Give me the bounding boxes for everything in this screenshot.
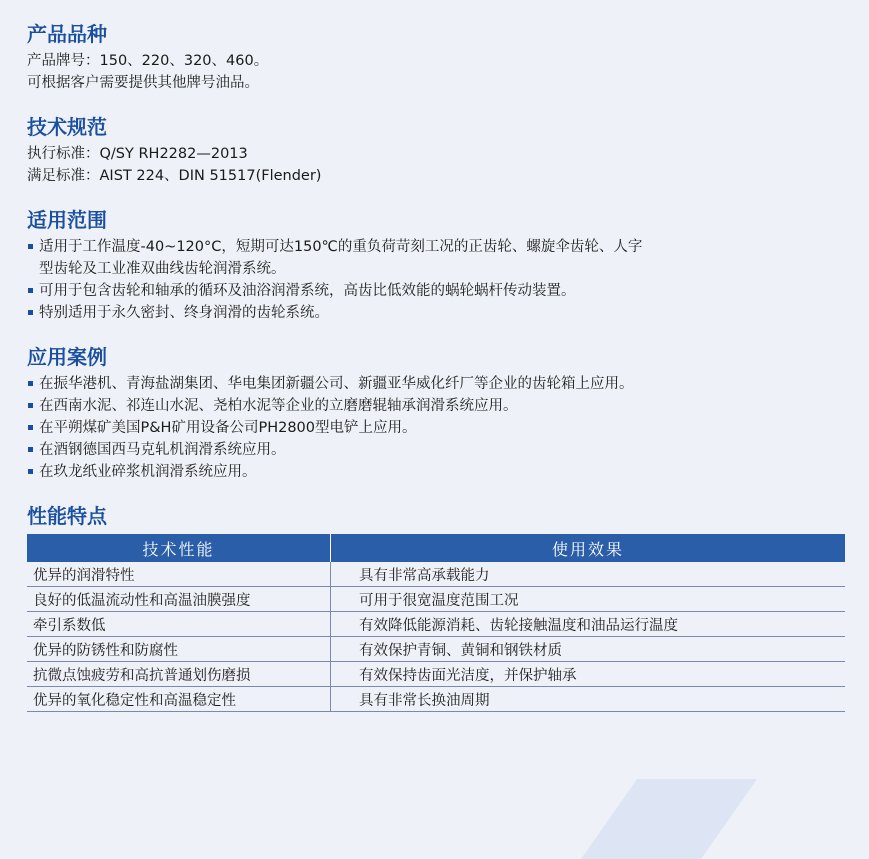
table-row	[27, 562, 845, 587]
section-scope	[27, 208, 847, 324]
table-cell: 可用于很宽温度范围工况	[331, 587, 846, 612]
features-table	[27, 534, 845, 712]
varieties-line: 产品牌号：150、220、320、460。	[27, 53, 269, 69]
table-cell: 抗微点蚀疲劳和高抗普通划伤磨损	[27, 662, 331, 687]
case-bullet-item: 在西南水泥、祁连山水泥、尧柏水泥等企业的立磨磨辊轴承润滑系统应用。	[27, 395, 847, 417]
table-header-row	[27, 534, 845, 562]
scope-bullet-item: 特别适用于永久密封、终身润滑的齿轮系统。	[27, 302, 847, 324]
table-row	[27, 687, 845, 712]
section-title-specs: 技术规范	[27, 115, 107, 139]
section-cases	[27, 345, 847, 483]
specs-line: 满足标准：AIST 224、DIN 51517(Flender)	[27, 168, 322, 184]
table-cell: 优异的润滑特性	[27, 562, 331, 587]
case-bullet-item: 在平朔煤矿美国P&H矿用设备公司PH2800型电铲上应用。	[27, 417, 847, 439]
section-varieties	[27, 22, 847, 94]
table-row	[27, 637, 845, 662]
table-cell: 牵引系数低	[27, 612, 331, 637]
table-cell: 有效降低能源消耗、齿轮接触温度和油品运行温度	[331, 612, 846, 637]
document-page	[27, 22, 847, 712]
varieties-line: 可根据客户需要提供其他牌号油品。	[27, 75, 259, 91]
section-title-scope: 适用范围	[27, 208, 107, 232]
table-header-cell: 技术性能	[27, 534, 331, 562]
section-title-features: 性能特点	[27, 504, 107, 528]
case-bullet-item: 在玖龙纸业碎浆机润滑系统应用。	[27, 461, 847, 483]
case-bullet-item: 在酒钢德国西马克轧机润滑系统应用。	[27, 439, 847, 461]
table-row	[27, 612, 845, 637]
table-cell: 具有非常长换油周期	[331, 687, 846, 712]
table-row	[27, 587, 845, 612]
section-title-cases: 应用案例	[27, 345, 107, 369]
table-cell: 良好的低温流动性和高温油膜强度	[27, 587, 331, 612]
table-header-cell: 使用效果	[331, 534, 846, 562]
section-title-varieties: 产品品种	[27, 22, 107, 46]
table-row	[27, 662, 845, 687]
scope-bullet-text: 适用于工作温度-40~120°C，短期可达150℃的重负荷苛刻工况的正齿轮、螺旋伞齿轮、人字	[39, 239, 643, 255]
table-cell: 具有非常高承载能力	[331, 562, 846, 587]
section-features	[27, 504, 847, 712]
table-cell: 有效保持齿面光洁度，并保护轴承	[331, 662, 846, 687]
case-bullet-item: 在振华港机、青海盐湖集团、华电集团新疆公司、新疆亚华威化纤厂等企业的齿轮箱上应用。	[27, 373, 847, 395]
table-cell: 优异的氧化稳定性和高温稳定性	[27, 687, 331, 712]
specs-line: 执行标准：Q/SY RH2282—2013	[27, 146, 248, 162]
table-cell: 有效保护青铜、黄铜和钢铁材质	[331, 637, 846, 662]
decorative-watermark-shape	[581, 779, 757, 859]
scope-bullet-text-cont: 型齿轮及工业准双曲线齿轮润滑系统。	[39, 261, 286, 277]
scope-bullet-item	[27, 236, 847, 280]
scope-bullet-item: 可用于包含齿轮和轴承的循环及油浴润滑系统，高齿比低效能的蜗轮蜗杆传动装置。	[27, 280, 847, 302]
table-cell: 优异的防锈性和防腐性	[27, 637, 331, 662]
section-specs	[27, 115, 847, 187]
